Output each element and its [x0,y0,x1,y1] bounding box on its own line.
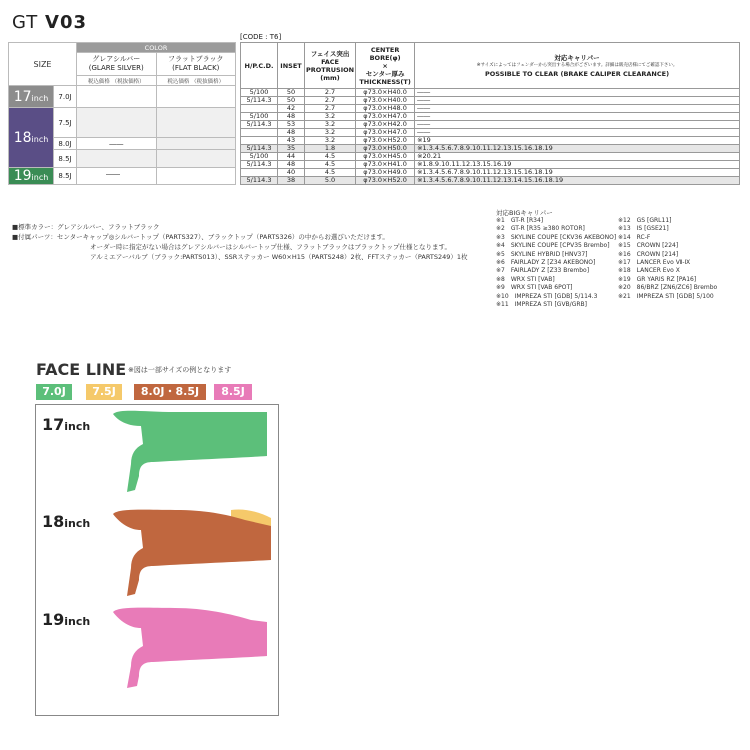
spec-cell-clear: ―― [415,129,740,137]
spec-cell-face: 3.2 [305,113,356,121]
spec-cell-face: 2.7 [305,105,356,113]
caliper-header-en: POSSIBLE TO CLEAR (BRAKE CALIPER CLEARANCE) [485,69,670,78]
unavailable-dash: ―― [77,138,157,150]
caliper-item: ※13 IS [GSE21] [618,225,669,233]
glare-silver-header: グレアシルバー (GLARE SILVER) [77,53,157,76]
page-title [12,12,87,33]
spec-row [241,145,740,153]
spec-cell-clear: ※1.3.4.5.6.7.8.9.10.11.12.13.15.16.18.19 [415,169,740,177]
spec-cell-face: 1.8 [305,145,356,153]
spec-cell-hpcd: 5/100 [241,113,278,121]
caliper-item: ※17 LANCER Evo Ⅶ-Ⅸ [618,259,691,267]
size-18-label: 18inch [9,108,54,168]
spec-cell-cb: φ73.0×H49.0 [356,169,415,177]
caliper-list-title: 対応BIGキャリパー [496,209,553,217]
spec-cell-hpcd: 5/114.3 [241,97,278,105]
caliper-item: ※1 GT-R [R34] [496,217,544,224]
price-cell [156,138,236,150]
spec-cell-cb: φ73.0×H50.0 [356,145,415,153]
spec-cell-inset: 48 [278,129,305,137]
caliper-item: ※18 LANCER Evo X [618,267,680,275]
spec-cell-hpcd: 5/114.3 [241,177,278,185]
spec-cell-cb: φ73.0×H40.0 [356,89,415,97]
spec-row [241,121,740,129]
spec-cell-hpcd: 5/114.3 [241,161,278,169]
face-line-title: FACE LINE [36,360,127,379]
spec-cell-inset: 50 [278,97,305,105]
rim-width: 8.0J [54,138,77,150]
spec-cell-clear: ―― [415,113,740,121]
price-cell [156,86,236,108]
spec-cell-inset: 43 [278,137,305,145]
caliper-item: ※12 GS [GRL11] [618,217,672,224]
caliper-item: ※10 IMPREZA STI [GDB] 5/114.3 [496,292,598,300]
spec-cell-face: 3.2 [305,129,356,137]
price-cell [77,150,157,168]
caliper-item: ※2 GT-R [R35 ≥380 ROTOR] [496,225,585,233]
title-prefix: GT [12,12,46,33]
spec-cell-hpcd [241,129,278,137]
badge-8-5j: 8.5J [214,384,252,400]
spec-cell-cb: φ73.0×H47.0 [356,113,415,121]
flat-black-header: フラットブラック (FLAT BLACK) [156,53,236,76]
spec-row [241,113,740,121]
price-cell [156,150,236,168]
caliper-item: ※21 IMPREZA STI [GDB] 5/100 [618,292,714,300]
caliper-header-note: ※サイズによってはフェンダーから突出する場合がございます。詳細は販売店様にてご確認下さい。 [476,62,678,68]
spec-table [240,42,740,185]
spec-row [241,129,740,137]
spec-cell-face: 4.5 [305,169,356,177]
caliper-item: ※9 WRX STI [VAB 6POT] [496,284,573,292]
spec-cell-cb: φ73.0×H41.0 [356,161,415,169]
caliper-item: ※20 86/BRZ [ZN6/ZC6] Brembo [618,284,718,292]
caliper-list-left [496,217,616,309]
spec-cell-hpcd: 5/114.3 [241,121,278,129]
caliper-list-right [618,217,717,301]
spec-row [241,177,740,185]
caliper-item: ※4 SKYLINE COUPE [CPV35 Brembo] [496,242,610,250]
spec-cell-cb: φ73.0×H47.0 [356,129,415,137]
face-header: フェイス突出 FACE PROTRUSION (mm) [305,43,356,89]
price-cell [156,108,236,138]
spec-cell-face: 3.2 [305,121,356,129]
profile-18-8-0j-8-5j-shape [113,510,271,596]
spec-cell-face: 2.7 [305,97,356,105]
spec-cell-face: 4.5 [305,153,356,161]
caliper-item: ※11 IMPREZA STI [GVB/GRB] [496,301,587,309]
caliper-item: ※7 FAIRLADY Z [Z33 Brembo] [496,267,590,275]
spec-cell-face: 2.7 [305,89,356,97]
spec-cell-cb: φ73.0×H45.0 [356,153,415,161]
spec-row [241,105,740,113]
rim-width: 8.5J [54,150,77,168]
caliper-item: ※19 GR YARIS RZ [PA16] [618,275,697,283]
spec-cell-clear: ―― [415,97,740,105]
spec-cell-clear: ※1.8.9.10.11.12.13.15.16.19 [415,161,740,169]
spec-cell-cb: φ73.0×H42.0 [356,121,415,129]
profile-18-label: 18inch [42,512,91,531]
spec-cell-inset: 44 [278,153,305,161]
note-line: ■標準カラー：グレアシルバー、フラットブラック [12,223,160,231]
rim-width: 7.5J [54,108,77,138]
caliper-item: ※5 SKYLINE HYBRID [HNV37] [496,250,588,258]
face-line-note: ※図は一部サイズの例となります [128,366,232,374]
face-line-profiles [35,404,279,716]
badge-8-0j-8-5j: 8.0J・8.5J [134,384,206,400]
caliper-item: ※16 CROWN [214] [618,250,679,258]
size-header: SIZE [9,43,77,86]
code-label: [CODE : T6] [240,33,282,41]
hpcd-header: H/P.C.D. [241,43,278,89]
caliper-item: ※6 FAIRLADY Z [Z34 AKEBONO] [496,259,596,267]
spec-cell-inset: 50 [278,89,305,97]
spec-cell-inset: 48 [278,161,305,169]
price-cell [77,86,157,108]
caliper-item: ※15 CROWN [224] [618,242,679,250]
note-line: アルミエアーバルブ（ブラック:PARTS013）、SSRステッカー W60×H15（PARTS248）2枚、FFTステッカー（PARTS249）1枚 [90,253,468,261]
color-header: COLOR [77,43,236,53]
caliper-item: ※3 SKYLINE COUPE [CKV36 AKEBONO] [496,233,617,241]
spec-cell-hpcd: 5/100 [241,89,278,97]
size-19-label: 19inch [9,168,54,185]
spec-table-body [241,89,740,185]
spec-cell-cb: φ73.0×H40.0 [356,97,415,105]
price-cell [156,168,236,185]
spec-cell-inset: 35 [278,145,305,153]
caliper-item: ※14 RC-F [618,233,651,241]
note-line: オーダー時に指定がない場合はグレアシルバーはシルバートップ仕様、フラットブラックはブラックトップ仕様となります。 [90,243,452,251]
unavailable-dash: ―― [106,170,120,178]
spec-cell-clear: ※20.21 [415,153,740,161]
caliper-item: ※8 WRX STI [VAB] [496,275,555,283]
note-line: ■付属パーツ：センターキャップ◎シルバートップ（PARTS327）、ブラックトップ（PARTS326）の中からお選びいただけます。 [12,233,389,241]
spec-cell-cb: φ73.0×H52.0 [356,137,415,145]
caliper-header [415,43,740,89]
spec-cell-inset: 48 [278,113,305,121]
spec-cell-clear: ―― [415,121,740,129]
profile-19-label: 19inch [42,610,91,629]
spec-cell-face: 5.0 [305,177,356,185]
spec-cell-hpcd: 5/114.3 [241,145,278,153]
price-cell [77,108,157,138]
price-label-1: 税込価格 （税抜価格） [77,76,157,86]
inset-header: INSET [278,43,305,89]
spec-cell-clear: ―― [415,105,740,113]
spec-row [241,97,740,105]
caliper-header-jp: 対応キャリパー [554,53,600,62]
size-17-label: 17inch [9,86,54,108]
title-model: V03 [45,12,88,33]
notes [12,222,468,262]
profile-19-8-5j-shape [113,608,267,688]
spec-cell-inset: 38 [278,177,305,185]
spec-cell-inset: 53 [278,121,305,129]
spec-cell-clear: ※1.3.4.5.6.7.8.9.10.11.12.13.14.15.16.18.19 [415,177,740,185]
rim-width: 8.5J [54,168,77,185]
spec-cell-inset: 40 [278,169,305,177]
profile-17-label: 17inch [42,415,91,434]
profile-17-7-0j-shape [113,411,267,492]
spec-cell-face: 3.2 [305,137,356,145]
spec-cell-hpcd: 5/100 [241,153,278,161]
spec-cell-clear: ※1.3.4.5.6.7.8.9.10.11.12.13.15.16.18.19 [415,145,740,153]
spec-cell-cb: φ73.0×H48.0 [356,105,415,113]
spec-cell-face: 4.5 [305,161,356,169]
price-label-2: 税込価格 （税抜価格） [156,76,236,86]
spec-cell-clear: ―― [415,89,740,97]
spec-cell-cb: φ73.0×H52.0 [356,177,415,185]
rim-width: 7.0J [54,86,77,108]
spec-cell-inset: 42 [278,105,305,113]
badge-7-0j: 7.0J [36,384,72,400]
badge-7-5j: 7.5J [86,384,122,400]
size-color-table [8,42,236,185]
spec-cell-clear: ※19 [415,137,740,145]
spec-row [241,89,740,97]
center-bore-header: CENTER BORE(φ) × センター厚み THICKNESS(T) [356,43,415,89]
